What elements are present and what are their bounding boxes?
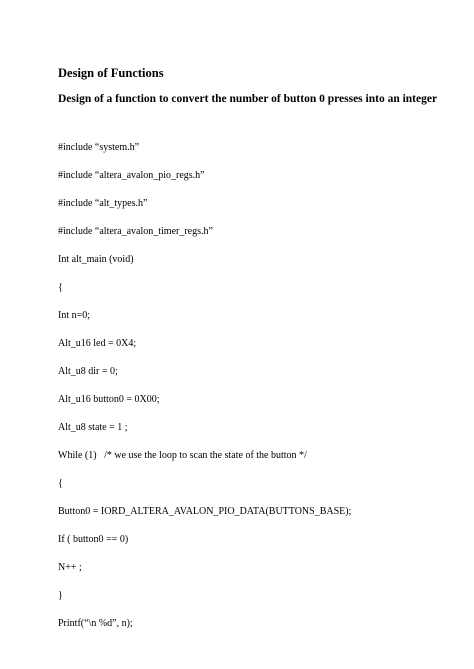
code-line: Alt_u8 dir = 0; <box>58 366 118 377</box>
subsection-heading: Design of a function to convert the number of button 0 presses into an integer <box>58 93 438 105</box>
code-line: While (1) /* we use the loop to scan the state of the button */ <box>58 450 307 461</box>
code-line: } <box>58 590 63 601</box>
code-line: Printf(“\n %d”, n); <box>58 618 133 629</box>
code-line: Int alt_main (void) <box>58 254 134 265</box>
code-line: #include “altera_avalon_pio_regs.h” <box>58 170 205 181</box>
code-line: If ( button0 == 0) <box>58 534 129 545</box>
code-line: Alt_u16 led = 0X4; <box>58 338 137 349</box>
code-line: #include “altera_avalon_timer_regs.h” <box>58 226 213 237</box>
code-line: #include “alt_types.h” <box>58 198 148 209</box>
code-line: Int n=0; <box>58 310 91 321</box>
code-line: #include “system.h” <box>58 142 140 153</box>
code-line: { <box>58 282 63 293</box>
code-line: Alt_u8 state = 1 ; <box>58 422 128 433</box>
code-line: { <box>58 478 63 489</box>
code-line: Alt_u16 button0 = 0X00; <box>58 394 160 405</box>
code-line: N++ ; <box>58 562 82 573</box>
section-heading: Design of Functions <box>58 66 164 80</box>
code-line: Button0 = IORD_ALTERA_AVALON_PIO_DATA(BUTTONS_BASE); <box>58 506 352 517</box>
